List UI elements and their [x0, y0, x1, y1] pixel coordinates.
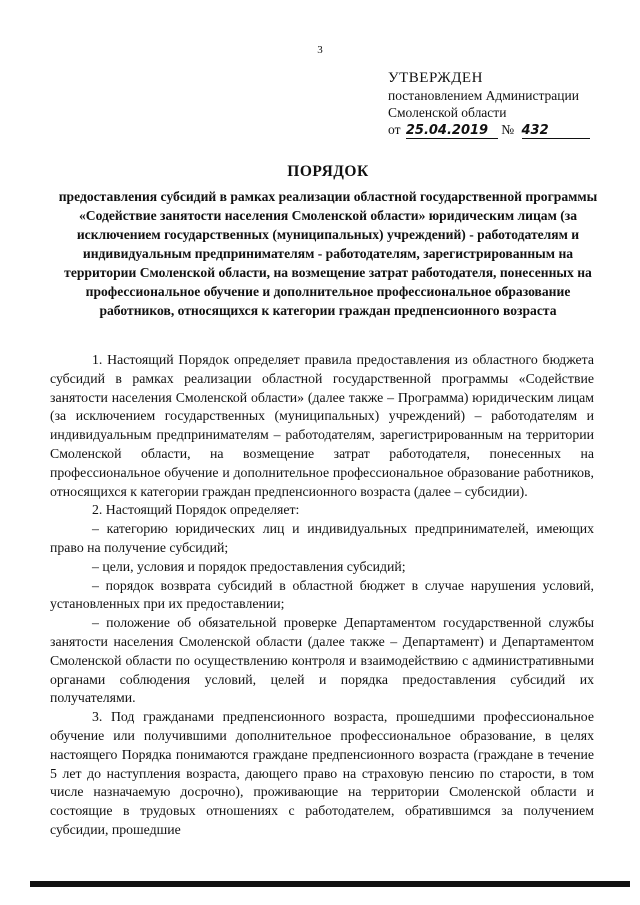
- page-number: 3: [317, 44, 323, 56]
- handwritten-number: 432: [522, 124, 590, 139]
- document-title: [48, 163, 608, 320]
- list-item-4: – положение об обязательной проверке Департаментом государственной службы занятости населения Смоленской области (далее также – Департамент) и Департаментом Смоленской области по осуществлению контроля и взаимодействию с административными органами соблюдения условий, целей и порядка предоставления субсидий их получателями.: [50, 615, 594, 706]
- document-body: [50, 351, 594, 840]
- number-prefix: №: [501, 122, 515, 137]
- date-prefix: от: [388, 122, 401, 137]
- approval-stamp: [388, 70, 590, 139]
- title-subtitle: предоставления субсидий в рамках реализации областной государственной программы «Содействие занятости населения Смоленской области» юридическим лицам (за исключением государственных (муниципальных) учреждений) - работодателям и индивидуальным предпринимателям - работодателям, зарегистрированным на территории Смоленской области, на возмещение затрат работодателя, понесенных на профессиональное обучение и дополнительное профессиональное образование работников, относящихся к категории граждан предпенсионного возраста: [58, 189, 598, 318]
- handwritten-date: 25.04.2019: [406, 124, 498, 139]
- paragraph-2: 2. Настоящий Порядок определяет:: [92, 502, 300, 518]
- approval-line-2: Смоленской области: [388, 105, 507, 120]
- bottom-scan-border: [30, 881, 630, 887]
- list-item-3: – порядок возврата субсидий в областной бюджет в случае нарушения условий, установленных при их предоставлении;: [50, 577, 594, 612]
- list-item-1: – категорию юридических лиц и индивидуальных предпринимателей, имеющих право на получение субсидий;: [50, 521, 594, 555]
- approval-date-line: [388, 121, 590, 139]
- paragraph-1: 1. Настоящий Порядок определяет правила предоставления из областного бюджета субсидий в рамках реализации областной государственной программы «Содействие занятости населения Смоленской области» (далее также – Программа) юридическим лицам (за исключением государственных (муниципальных) учреждений) – работодателям и индивидуальным предпринимателям – работодателям, зарегистрированным на территории Смоленской области, на возмещение затрат работодателя, понесенных на профессиональное обучение и дополнительное профессиональное образование работников, относящихся к категории граждан предпенсионного возраста (далее – субсидии).: [50, 352, 594, 499]
- approval-heading: УТВЕРЖДЕН: [388, 70, 483, 86]
- list-item-2: – цели, условия и порядок предоставления субсидий;: [92, 558, 406, 574]
- paragraph-3: 3. Под гражданами предпенсионного возраста, прошедшими профессиональное обучение или получившими дополнительное профессиональное образование, в целях настоящего Порядка понимаются граждане предпенсионного возраста (граждане в течение 5 лет до наступления возраста, дающего право на страховую пенсию по старости, в том числе назначаемую досрочно), проживающие на территории Смоленской области и состоящие в трудовых отношениях с работодателем, обратившимся за получением субсидии, прошедшие: [50, 709, 594, 837]
- title-main: ПОРЯДОК: [287, 163, 369, 180]
- approval-line-1: постановлением Администрации: [388, 88, 579, 103]
